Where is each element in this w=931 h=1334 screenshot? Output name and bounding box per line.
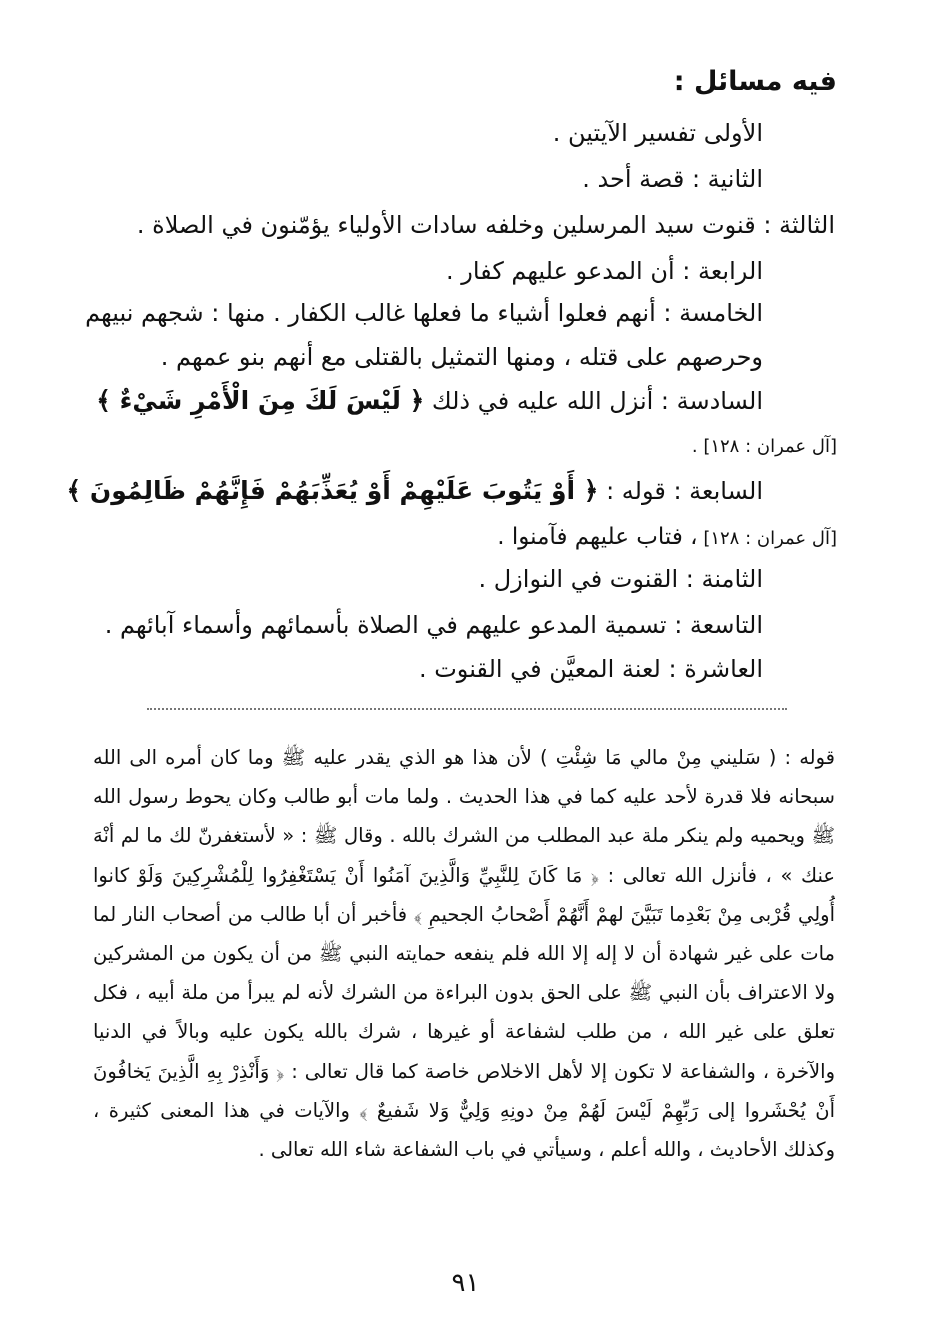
issue-8: الثامنة : القنوت في النوازل . xyxy=(478,565,763,593)
page-number: ٩١ xyxy=(451,1268,480,1298)
issue-5-text: الخامسة : أنهم فعلوا أشياء ما فعلها غالب الكفار . منها : شجهم نبيهم وحرصهم على قتله ، ومنها التمثيل بالقتلى مع أنهم بنو عمهم . xyxy=(85,299,763,371)
citation-issue-6: [آل عمران : ١٢٨] . xyxy=(691,436,837,457)
citation-issue-7-ref: [آل عمران : ١٢٨] xyxy=(703,528,837,549)
citation-issue-7 xyxy=(497,524,837,550)
issue-5 xyxy=(80,291,763,379)
citation-issue-7-tail: ، فتاب عليهم فآمنوا . xyxy=(497,524,698,550)
issue-7 xyxy=(66,469,763,513)
issue-7-ayah: ﴿ أَوْ يَتُوبَ عَلَيْهِمْ أَوْ يُعَذِّبَهُمْ فَإِنَّهُمْ ظَالِمُونَ ﴾ xyxy=(66,476,599,505)
section-heading: فيه مسائل : xyxy=(673,66,837,97)
issue-3: الثالثة : قنوت سيد المرسلين وخلفه سادات الأولياء يؤمّنون في الصلاة . xyxy=(136,211,835,239)
issue-7-label: السابعة : قوله : xyxy=(606,477,763,505)
commentary-paragraph: قوله : ( سَليني مِنْ مالي مَا شِئْتِ ) لأن هذا هو الذي يقدر عليه ﷺ وما كان أمره الى الله سبحانه فلا قدرة لأحد عليه كما في هذا الحديث . ولما مات أبو طالب وكان يحوط رسول الله ﷺ ويحميه ولم ينكر ملة عبد المطلب من الشرك بالله . وقال ﷺ : « لأستغفرنّ لك ما لم أنْهَ عنك » ، فأنزل الله تعالى : ﴿ مَا كَانَ لِلنَّبِيِّ وَالَّذِينَ آمَنُوا أَنْ يَسْتَغْفِرُوا لِلْمُشْرِكِينَ وَلَوْ كانوا أُولِي قُرْبى مِنْ بَعْدِما تَبَيَّنَ لهمْ أَنَّهُمْ أَصْحابُ الجحيمِ ﴾ فأخبر أن أبا طالب من أصحاب النار لما مات على غير شهادة أن لا إله إلا الله فلم ينفعه حمايته النبي ﷺ من أن يكون من المشركين ولا الاعتراف بأن النبي ﷺ على الحق بدون البراءة من الشرك لأنه لم يبرأ من ملة أبيه ، فكل تعلق على غير الله ، من طلب لشفاعة أو غيرها ، شرك بالله يكون عليه وبالاً في الدنيا والآخرة ، والشفاعة لا تكون إلا لأهل الاخلاص خاصة كما قال تعالى : ﴿ وَأَنْذِرْ بِهِ الَّذِينَ يَخافُونَ أَنْ يُحْشَروا إلى رَبِّهِمْ لَيْسَ لَهُمْ مِنْ دونِهِ وَلِيٌّ وَلا شَفيعٌ ﴾ والآيات في هذا المعنى كثيرة ، وكذلك الأحاديث ، والله أعلم ، وسيأتي في باب الشفاعة شاء الله تعالى . xyxy=(93,746,835,1162)
issue-10: العاشرة : لعنة المعيَّن في القنوت . xyxy=(418,655,763,683)
issue-1: الأولى تفسير الآيتين . xyxy=(552,119,763,147)
issue-6 xyxy=(84,379,763,423)
commentary-block xyxy=(93,738,835,1169)
issue-4: الرابعة : أن المدعو عليهم كفار . xyxy=(446,257,763,285)
issue-6-label: السادسة : أنزل الله عليه في ذلك xyxy=(431,387,763,415)
issue-6-ayah: ﴿ لَيْسَ لَكَ مِنَ الْأَمْرِ شَيْءٌ ﴾ xyxy=(96,386,425,415)
issue-9: التاسعة : تسمية المدعو عليهم في الصلاة بأسمائهم وأسماء آبائهم . xyxy=(104,611,763,639)
dotted-divider xyxy=(147,708,787,710)
issue-2: الثانية : قصة أحد . xyxy=(582,165,763,193)
